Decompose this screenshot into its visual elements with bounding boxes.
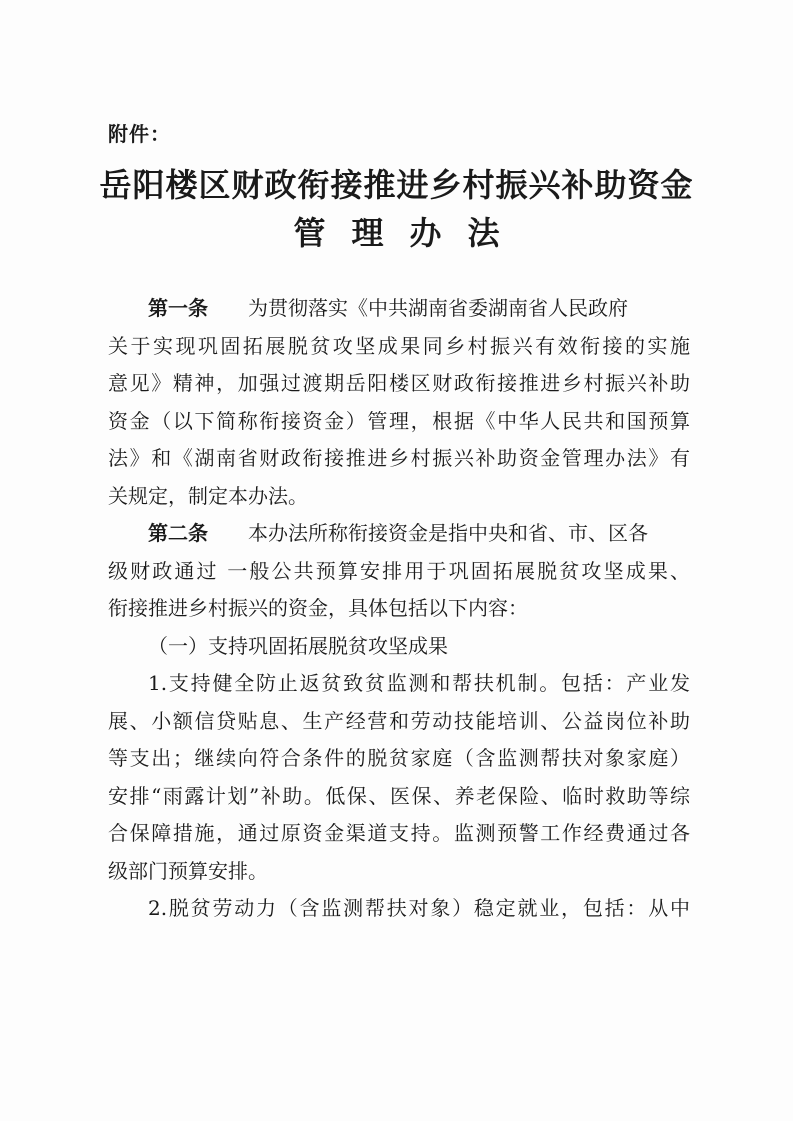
- item1-line4: 安排“雨露计划”补助。低保、医保、养老保险、临时救助等综: [108, 783, 690, 808]
- section1-heading: （一）支持巩固拓展脱贫攻坚成果: [148, 633, 448, 658]
- item1-line3: 等支出；继续向符合条件的脱贫家庭（含监测帮扶对象家庭）: [108, 746, 690, 770]
- article1-line4: 资金（以下简称衔接资金）管理，根据《中华人民共和国预算: [108, 408, 690, 433]
- item1-line5: 合保障措施，通过原资金渠道支持。监测预警工作经费通过各: [108, 821, 690, 845]
- article2-line1: [108, 515, 690, 553]
- document-title-line1: 岳阳楼区财政衔接推进乡村振兴补助资金: [99, 166, 694, 204]
- item2-line1: 2.脱贫劳动力（含监测帮扶对象）稳定就业，包括：从中: [148, 896, 690, 920]
- article1-line3: 意见》精神，加强过渡期岳阳楼区财政衔接推进乡村振兴补助: [108, 371, 690, 395]
- item1-line1: 1.支持健全防止返贫致贫监测和帮扶机制。包括：产业发: [148, 671, 690, 695]
- article1-line5: 法》和《湖南省财政衔接推进乡村振兴补助资金管理办法》有: [108, 446, 690, 470]
- article2-line2: 级财政通过 一般公共预算安排用于巩固拓展脱贫攻坚成果、: [108, 558, 690, 583]
- document-title-line2: 管理办法: [293, 214, 526, 252]
- item1-line6: 级部门预算安排。: [108, 858, 268, 883]
- article1-text1: 为贯彻落实《中共湖南省委湖南省人民政府: [248, 296, 628, 320]
- article1-line6: 关规定，制定本办法。: [108, 483, 308, 508]
- article2-heading: 第二条: [148, 521, 208, 545]
- attachment-label: 附件：: [108, 122, 171, 146]
- document-body: [108, 290, 690, 928]
- item1-line2: 展、小额信贷贴息、生产经营和劳动技能培训、公益岗位补助: [108, 708, 690, 733]
- article1-line1: [108, 290, 690, 328]
- article1-line2: 关于实现巩固拓展脱贫攻坚成果同乡村振兴有效衔接的实施: [108, 333, 690, 358]
- article2-line3: 衔接推进乡村振兴的资金，具体包括以下内容：: [108, 596, 528, 620]
- article1-heading: 第一条: [148, 296, 208, 320]
- article2-text1: 本办法所称衔接资金是指中央和省、市、区各: [248, 521, 648, 545]
